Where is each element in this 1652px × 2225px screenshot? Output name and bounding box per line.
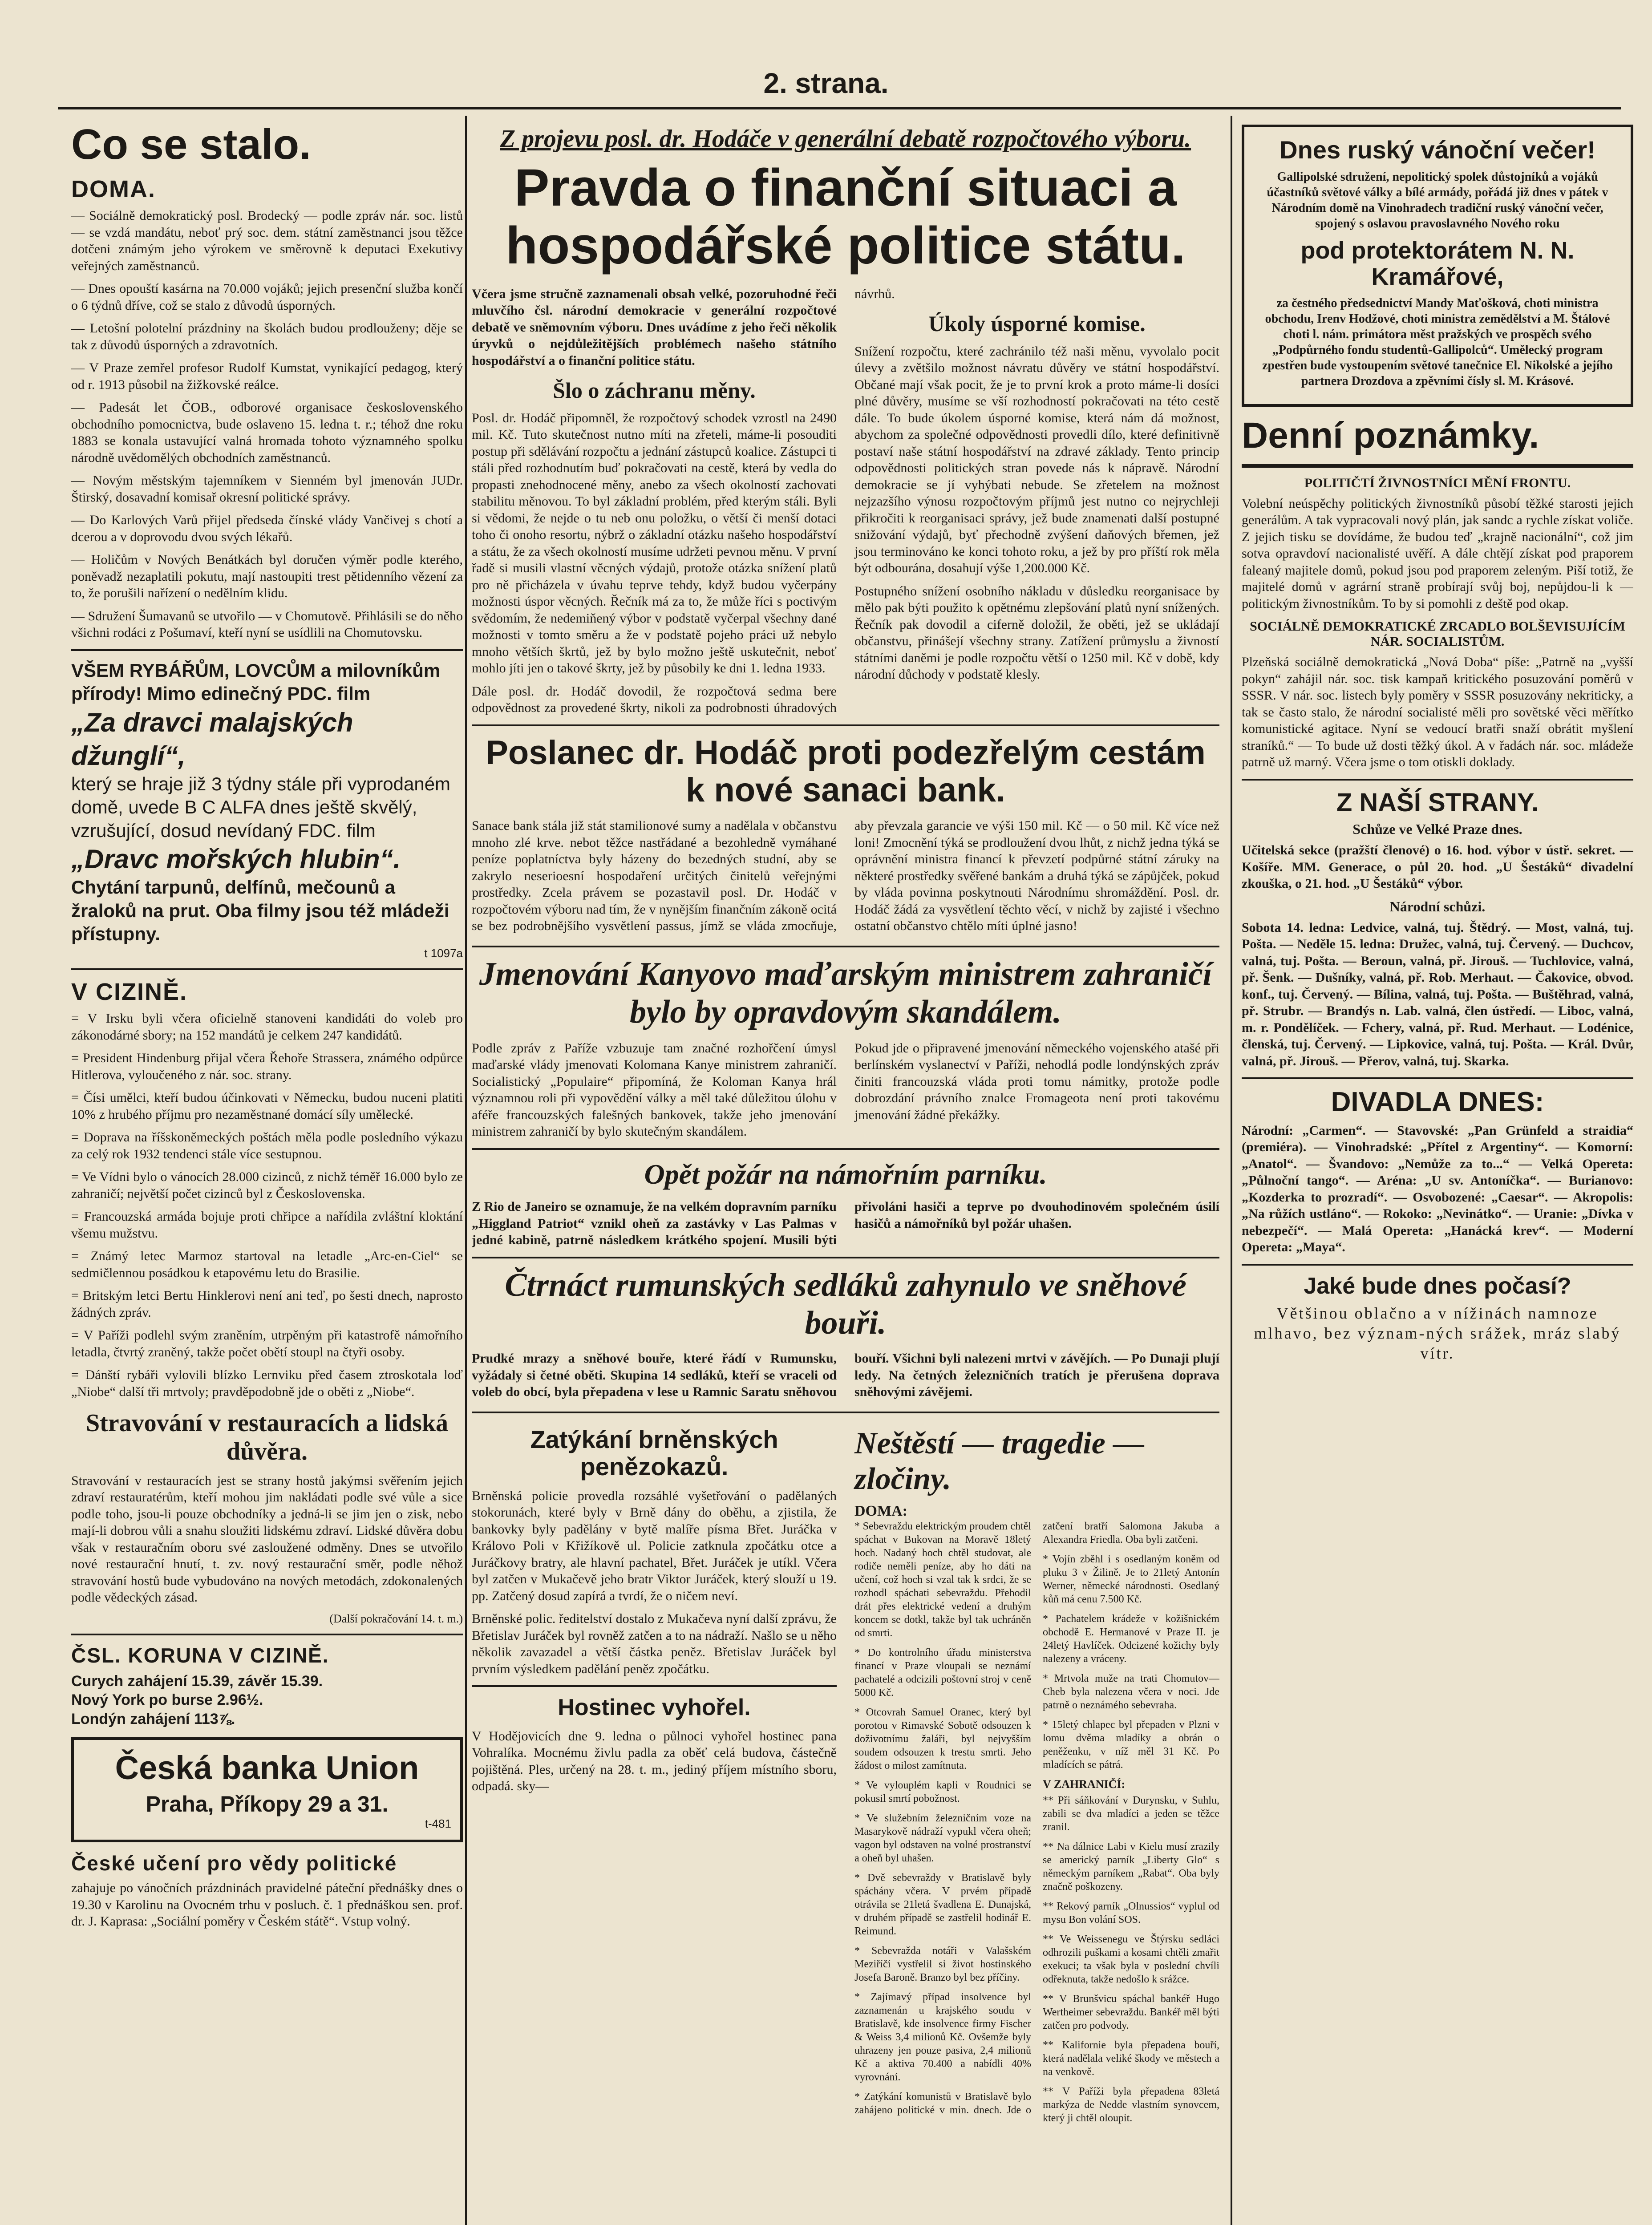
box-text: za čestného předsednictví Mandy Maťošková, choti ministra obchodu, Irenv Hodžové, choti ministra zemědělství a M. Štálové choti l. nám. primátora měst pražských ve prospěch svého „Podpůrného fondu studentů-Gallipolců“. Umělecký program zpestřen bude vystoupením světové tanečnice El. Nikolské a jejího partnera Drozdova a zpěvními čísly sl. M. Krásové. xyxy=(1262,296,1613,388)
article-text: V Hodějovicích dne 9. ledna o půlnoci vyhořel hostinec pana Vohralíka. Mocnému živlu padla za oběť celá budova, částečně pojištěná. Ples, určený na 28. t. m., jediný příjem místního sboru, odpadá. sky— xyxy=(472,1728,837,1794)
article-text: Dále posl. dr. Hodáč dovodil, že rozpočtová sedma bere odpovědnost za provedené škrty, nikoli za podrobnosti úhradových návrhů. xyxy=(472,286,895,716)
bottom-section xyxy=(472,1421,1219,2125)
news-item: * Ve služebním železničním voze na Masarykově nádraží vypukl včera oheň; vagon byl odstaven na volné prostranství a oheň byl uhašen. xyxy=(854,1812,1031,1864)
article-kicker: Z projevu posl. dr. Hodáče v generální debatě rozpočtového výboru. xyxy=(500,125,1191,153)
bottom-left-articles xyxy=(472,1421,837,2125)
divider xyxy=(71,649,463,651)
cinema-advertisement xyxy=(71,659,463,961)
bank-name: Česká banka Union xyxy=(115,1749,419,1787)
news-item: — V Praze zemřel profesor Rudolf Kumstat, vynikající pedagog, který od r. 1913 působil na žižkovské reálce. xyxy=(71,360,463,392)
note-text: Plzeňská sociálně demokratická „Nová Doba“ píše: „Patrně na „vyšší pokyn“ zahájil nár. soc. tisk kampaň kritického posuzování poměrů v SSSR. V nár. soc. listech byly poměry v SSSR posuzovány nekriticky, a tak se často stalo, že národní socialisté měli pro sovětské věci měřítko komunistické agitace. Nyní se vedoucí bratři snaží obrátit myšlení straníků.“ — To bude už dosti těžký úkol. A v řadách nár. soc. mládeže patrně už marný. Včera jsme o tom otiskli doklady. xyxy=(1242,655,1633,770)
ad-reference: t 1097a xyxy=(424,946,463,960)
rate-line: Londýn zahájení 113⅞. xyxy=(71,1710,235,1727)
section-title-divadla: DIVADLA DNES: xyxy=(1331,1087,1544,1118)
column-center xyxy=(472,116,1219,2225)
article-text: Sanace bank stála již stát stamilionové sumy a nadělala v občanstvu mnoho zlé krve. nebot těžce nastřádané a bezohledně vymáhané peníze poplatníctva byly házeny do bezedných studní, aby se zakrylo neserioesní hospodaření určitých činitelů veřejnými prostředky. Zcela právem se pozastavil posl. Dr. Hodáč v rozpočtovém výboru nad tím, že v nynějším finančním zákoně ocitá se bez podrobnějšího vysvětlení passus, jímž se vláda zmocňuje, aby převzala garancie ve výši 150 mil. Kč — o 50 mil. Kč více než loni! Zmocnění týká se prodloužení dvou lhůt, z nichž jedna týká se oprávnění ministra financí k převzetí podpůrné státní záruky na některé prostředky svěřené bankám a druhá týká se zápůjček, pokud by vláda povinna poskytnouti Národnímu shromáždění. Posl. dr. Hodáč žádá za vysvětlení těchto věcí, v nichž by zajisté i všechno ostatní občanstvo chtělo míti úplné jasno! xyxy=(472,818,1219,934)
section-title-co-se-stalo: Co se stalo. xyxy=(71,121,311,168)
meeting-text: Učitelská sekce (pražští členové) o 16. hod. výbor v ústř. sekret. — Košíře. MM. Generace, o půl 20. hod. „U Šestáků“ divadelní zkouška, o 21. hod. „U Šestáků“ výbor. xyxy=(1242,843,1633,891)
article-text: Z Rio de Janeiro se oznamuje, že na velkém dopravním parníku „Higgland Patriot“ vznikl oheň za zastávky v Las Palmas v jedné kabině, patrně následkem krátkého spojení. Musili býti přivoláni hasiči a teprve po dvouhodinovém společném úsilí hasičů a námořníků byl požár uhašen. xyxy=(472,1199,1219,1248)
heading-v-cizine: V CIZINĚ. xyxy=(71,979,188,1005)
ad-text: který se hraje již 3 týdny stále při vyprodaném domě, uvede B C ALFA dnes ještě skvělý, vzrušující, dosud nevídaný FDC. film xyxy=(71,773,451,841)
news-item: = V Irsku byli včera oficielně stanoveni kandidáti do voleb pro zákonodárné sbory; na 152 mandátů je celkem 247 kandidátů. xyxy=(71,1011,463,1043)
divider xyxy=(71,1634,463,1635)
theatre-text: Národní: „Carmen“. — Stavovské: „Pan Grünfeld a straidia“ (premiéra). — Vinohradské: „Přítel z Argentiny“. — Komorní: „Anatol“. — Švandovo: „Nemůže za to...“ — Velká Opereta: „Půlnoční tango“. — Aréna: „U sv. Antoníčka“. — Burianovo: „Kozderka to prozradí“. — Osvobozené: „Caesar“. — Akropolis: „Na růžích ustláno“. — Rokoko: „Nevinátko“. — Uranie: „Dívka v nebezpečí“. — Malá Opereta: „Hanácká krev“. — Moderní Opereta: „Maya“. xyxy=(1242,1123,1633,1255)
ad-reference: t-481 xyxy=(425,1817,451,1831)
ad-film-title: „Dravc mořských hlubin“. xyxy=(71,844,401,874)
box-text: Gallipolské sdružení, nepolitický spolek důstojníků a vojáků účastníků světové války a bílé armády, pořádá již dnes v pátek v Národním domě na Vinohradech tradiční ruský vánoční večer, spojený s oslavou pravoslavného Nového roku xyxy=(1267,170,1608,231)
article-text: Pokud jde o připravené jmenování německého vojenského atašé při berlínském vyslanectví v Paříži, nehodlá podle londýnských zpráv činiti francouzská vláda proti tomu námitky, protože podle dobrozdání právního znalce Fromageota není proti takovému jmenování žádné překážky. xyxy=(854,1040,1219,1122)
section-title-denni-poznamky: Denní poznámky. xyxy=(1242,415,1539,456)
daily-notes xyxy=(1242,476,1633,771)
article-text: Posl. dr. Hodáč připomněl, že rozpočtový schodek vzrostl na 2490 mil. Kč. Tuto skutečnost nutno míti na zřeteli, máme-li posouditi postup při sdělávání rozpočtu a jednání zástupců koalice. Zástupci ti stáli před rozhodnutím buď pokračovati na cestě, která by vedla do propasti znehodnocené měny, anebo za všech okolností zachovati stabilitu měnovou. To byl základní problém, před kterým stáli. Byli si vědomi, že nejde o tu neb onu položku, o větší či menší dotaci toho či onoho resortu, nýbrž o základní otázku našeho hospodářství a státu, že za všech okolností musíme udržeti pevnou měnu. V první řadě si musili vlastní věcných výdajů, protože otázka snížení platů pro ně přicházela v úvahu teprve tehdy, když budou vyčerpány možnosti úspor věcných. Řečník má za to, že může říci s poctivým svědomím, že nedemiňený výbor v podstatě vyčerpal všechny dané možnosti v tomto směru a že v podstatě pojeho práci už nebylo mnoho větších škrtů, jež by bylo možno ještě uskutečnit, neboť mohlo jíti jen o takové škrty, jež by působily ke dni 1. ledna 1933. xyxy=(472,410,837,676)
news-item: * Sebevražda notáři v Valašském Meziříčí vystřelil si život hostinského Josefa Baroně. Branzo byl bez příčiny. xyxy=(854,1945,1031,1983)
news-item: * Zajímavý případ insolvence byl zaznamenán u krajského soudu v Bratislavě, kde insolvence firmy Fischer & Weiss 3,4 milionů Kč. Ovšemže byly uhrazeny jen pouze pasiva, 2,4 milionů Kč a aktiva 70.400 a nabídli 40% vyrovnání. xyxy=(854,1991,1031,2083)
party-meetings xyxy=(1242,821,1633,1069)
bank-advertisement xyxy=(71,1737,463,1842)
article-body xyxy=(472,1198,1219,1249)
article-text: Prudké mrazy a sněhové bouře, které řádí v Rumunsku, vyžádaly si četné oběti. Skupina 14 sedláků, kteří se vraceli od voleb do obcí, byla přepadena v lese u Ramnic Saratu sněhovou bouří. Všichni byli nalezeni mrtvi v závějích. — Po Dunaji plují ledy. Na četných železničních tratích je přerušena doprava sněhovými závějemi. xyxy=(472,1351,1219,1400)
news-item: * Mrtvola muže na trati Chomutov—Cheb byla nalezena včera v noci. Jde patrně o neznámého sebevraha. xyxy=(1043,1672,1219,1711)
article-body xyxy=(472,1350,1219,1404)
headline: Opět požár na námořním parníku. xyxy=(644,1158,1047,1190)
divider xyxy=(472,1412,1219,1413)
news-item: — Dnes opouští kasárna na 70.000 vojáků; jejich presenční služba končí o 6 týdnů dříve, což se stalo z důvodů úsporných. xyxy=(71,281,463,313)
news-item: ** Kalifornie byla přepadena bouří, která nadělala veliké škody ve městech a na venkově. xyxy=(1043,2039,1219,2078)
news-item: ** Rekový parník „Olnussios“ vyplul od mysu Bon volání SOS. xyxy=(1043,1900,1219,1926)
column-rule xyxy=(1231,116,1232,2225)
news-item: ** Na dálnice Labi v Kielu musí zrazily se americký parník „Liberty Glo“ s německým parníkem „Rabat“. Oba byly značně poškozeny. xyxy=(1043,1841,1219,1893)
headline: Hostinec vyhořel. xyxy=(558,1695,751,1721)
ad-text: Chytání tarpunů, delfínů, mečounů a žraloků na prut. Oba filmy jsou též mládeži přístupny. xyxy=(71,877,449,944)
article-text: Brněnské polic. ředitelství dostalo z Mukačeva nyní další zprávu, že Břetislav Juráček byl rovněž zatčen a to na nádraží. Našlo se u něho několik zavazadel a větší částka peněz. Břetislav Juráček byl prvním výsledkem padělání peněz zpočátku. xyxy=(472,1611,837,1676)
top-rule xyxy=(58,107,1621,109)
divider xyxy=(1242,1077,1633,1079)
subheading: DOMA: xyxy=(854,1502,907,1519)
meeting-text: Sobota 14. ledna: Ledvice, valná, tuj. Štědrý. — Most, valná, tuj. Pošta. — Neděle 15. ledna: Družec, valná, tuj. Červený. — Duchcov, valná, tuj. Pošta. — Beroun, valná, př. Jirouš. — Tuchlovice, valná, př. Šenk. — Dušníky, valná, př. Rob. Merhaut. — Čakovice, obvod. konf., tuj. Červený. — Bílina, valná, tuj. Pošta. — Buštěhrad, valná, př. Strubr. — Brandýs n. Lab. valná, člen ústředí. — Liboc, valná, m. r. Pondělíček. — Fchery, valná, př. Rud. Merhaut. — Lodénice, členská, tuj. Červený. — Lipkovice, valná, tuj. Pošta. — Král. Dvůr, valná, př. Jirouš. — Přerov, valná, tuj. Skarka. xyxy=(1242,920,1633,1068)
weather-text: Většinou oblačno a v nížinách namnoze mlhavo, bez význam-ných srážek, mráz slabý vítr. xyxy=(1254,1304,1621,1362)
subheading: V ZAHRANIČÍ: xyxy=(1043,1777,1126,1791)
divider xyxy=(1242,1264,1633,1266)
news-item: * Otcovrah Samuel Oranec, který byl porotou v Rimavské Sobotě odsouzen k doživotnímu žaláři, byl nejvyšším soudem odsouzen k trestu smrti. Jeho žádost o milost zamítnuta. xyxy=(854,1706,1031,1772)
continuation-note: (Další pokračování 14. t. m.) xyxy=(329,1612,463,1625)
news-item: ** V Paříži byla přepadena 83letá markýza de Nedde vlastním synovcem, který ji chtěl oloupit. xyxy=(1043,2085,1219,2124)
divider xyxy=(472,946,1219,947)
news-item: * Dvě sebevraždy v Bratislavě byly spáchány včera. V prvém případě otrávila se 21letá švadlena E. Dunajská, v druhém případě se zastřelil hodinář E. Reimund. xyxy=(854,1872,1031,1937)
ad-text: VŠEM RYBÁŘŮM, LOVCŮM a milovníkům přírody! Mimo edinečný PDC. film xyxy=(71,659,441,704)
article-body xyxy=(472,817,1219,938)
article-body xyxy=(71,1473,463,1626)
news-item: = V Paříži podlehl svým zraněním, utrpěným při katastrofě námořního letadla, čtvrtý zraněný, takže počet obětí stoupl na čtyři osoby. xyxy=(71,1328,463,1359)
article-text: Stravování v restauracích jest se strany hostů jakýmsi svěřením jejich zdraví restauratérům, kteří mohou jim nakládati podle své vůle a sice podle toho, jsou-li pouze obchodníky a jedná-li se jim jen o zisk, nebo mají-li dobrou vůli a snahu sloužiti lidskému zdraví. Lidské důvěra dobu však v restauračním oboru své zasloužené odměny. Dnes se utvořilo nové restaurační hnutí, t. zv. nový restaurační směr, podle něhož stravování hostů bude vybudováno na nových metodách, zdokonalených podle vědeckých zásad. xyxy=(71,1473,463,1605)
news-item: = Britským letci Bertu Hinklerovi není ani teď, po šesti dnech, naprosto žádných zpráv. xyxy=(71,1288,463,1320)
headline: Jmenování Kanyovo maďarským ministrem zahraničí bylo by opravdovým skandálem. xyxy=(479,955,1212,1030)
news-item: = Doprava na říšskoněmeckých poštách měla podle posledního výkazu za celý rok 1932 tendenci stále více sestupnou. xyxy=(71,1130,463,1161)
news-item: * Do kontrolního úřadu ministerstva financí v Praze vloupali se neznámí pachatelé a odcizili poštovní stroj v ceně 5000 Kč. xyxy=(854,1646,1031,1699)
currency-rates xyxy=(71,1672,463,1729)
headline: Neštěstí — tragedie — zločiny. xyxy=(854,1426,1145,1497)
note-text: Volební neúspěchy politických živnostníků působí těžké starosti jejich generálům. A tak vypracovali nový plán, jak sandc a rychle získat voliče. Z jejich tisku se dovídáme, že budou teď „krajně nacionální“, což jim sotva opravdoví nacionalisté uvěří. A dále chtějí získat pod praporem faleaný majitele domů, pokud jsou pod praporem zeleným. Piší totiž, že majitelé domů v agrární straně probírají svůj boj, nepůjdou-li k — politickým živnostníkům. To by si pomohli z deště pod okap. xyxy=(1242,496,1633,611)
news-item: ** V Brunšvicu spáchal bankéř Hugo Wertheimer sebevraždu. Bankéř měl býti zatčen pro podvody. xyxy=(1043,1993,1219,2031)
heading-doma: DOMA. xyxy=(71,176,156,202)
news-item: — Padesát let ČOB., odborové organisace československého obchodního pomocnictva, bude oslaveno 15. ledna t. r.; téhož dne roku 1883 se konala ustavující valná hromada tohoto významného spolku národně uvědomělých obchodních zaměstnanců. xyxy=(71,400,463,465)
note-title: SOCIÁLNĚ DEMOKRATICKÉ ZRCADLO BOLŠEVISUJÍCÍM NÁR. SOCIALISTŮM. xyxy=(1250,619,1625,649)
article-lead: Včera jsme stručně zaznamenali obsah velké, pozoruhodné řeči mluvčího čsl. národní demokracie v generální rozpočtové debatě ve sněmovním výboru. Dnes uvádíme z jeho řeči několik úryvků o nejdůležitějších problémech našeho státního hospodářství a o finanční politice státu. xyxy=(472,286,837,368)
article-text: Brněnská policie provedla rozsáhlé vyšetřování o padělaných stokorunách, které byly v Brně dány do oběhu, a zjistila, že bankovky byly padělány v bytě malíře písma Břet. Juráčka v Královo Poli v Křižíkově ul. Policie zatknula zpočátku otce a Juráčkovy bratry, ale hlavní pachatel, Břet. Juráček je utíkl. Včera byl zatčen v Mukačevě jeho bratr Viktor Juráček, který slouží u 19. pp. Zatčený dosud zapírá a tvrdí, že o ničem neví. xyxy=(472,1488,837,1603)
currency-title: ČSL. KORUNA V CIZINĚ. xyxy=(71,1643,329,1667)
news-item: ** Ve Weissenegu ve Štýrsku sedláci odhrozili puškami a kosami chtěli zmařit exekuci; ta však byla v poslední chvíli odřeknuta, takže nedošlo k srážce. xyxy=(1043,1933,1219,1985)
news-item: * Vojín zběhl i s osedlaným koněm od pluku 3 v Žilině. Je to 21letý Antonín Werner, německé národnosti. Osedlaný kůň má cenu 7.500 Kč. xyxy=(1043,1553,1219,1605)
article-body xyxy=(71,1880,463,1930)
divider xyxy=(472,724,1219,726)
foreign-news-list xyxy=(71,1010,463,1400)
rate-line: Nový York po burse 2.96½. xyxy=(71,1691,263,1709)
news-item: * Pachatelem krádeže v kožišnickém obchodě E. Hermanové v Praze II. je 24letý Havlíček. Odcizené kožichy byly nalezeny a vráceny. xyxy=(1043,1613,1219,1665)
column-right xyxy=(1242,116,1633,2225)
doma-news-list xyxy=(71,207,463,641)
news-item: ** Při sáňkování v Durynsku, v Suhlu, zabili se dva mladíci a jeden se těžce zranil. xyxy=(1043,1794,1219,1833)
article-title: Stravování v restauracích a lidská důvěra. xyxy=(85,1409,449,1466)
divider xyxy=(472,1257,1219,1258)
headline: Poslanec dr. Hodáč proti podezřelým cestám k nové sanaci bank. xyxy=(486,733,1206,809)
box-subtitle: pod protektorátem N. N. Kramářové, xyxy=(1300,237,1575,290)
news-item: = Ve Vídni bylo o vánocích 28.000 cizinců, z nichž téměř 16.000 bylo ze zahraničí; největší počet cizinců byl z Československa. xyxy=(71,1169,463,1201)
article-text: Snížení rozpočtu, které zachránilo též naši měnu, vyvolalo pocit úlevy a zvětšilo možnost návratu důvěry ve státní hospodářství. Občané mají však pocit, že je to první krok a proto máme-li dosíci plné důvěry, musíme se vší rozhodností pokračovati na této cestě dále. To bude úkolem úsporné komise, která nám dá možnost, abychom za společné odpovědnosti provedli dílo, které definitivně postaví naše státní hospodářství na zdravé základy. Tento princip odpovědnosti politických stran povede nás k nápravě. Národní demokracie se jí vyhýbati nebude. Se zřetelem na možnost nejzazšího výnosu rozpočtovým příjmů jest nutno co nejrychleji přikročiti k reorganisaci správy, jež bude znamenati další postupné snižování výdajů, byť přechodně zvýšení daňových břemen, jež jsou terminováno ke konci tohoto roku, a jež by pro příští rok měla být odbourána, dosahují výše 1,200.000 Kč. xyxy=(854,344,1219,576)
news-item: = Francouzská armáda bojuje proti chřipce a nařídila zvláštní kloktání všemu mužstvu. xyxy=(71,1209,463,1241)
news-item: * 15letý chlapec byl přepaden v Plzni v lomu dvěma mladíky a obrán o peněženku, v níž měl 31 Kč. Po mladících se pátrá. xyxy=(1043,1719,1219,1771)
news-item: * Ve vylouplém kapli v Roudnici se pokusil smrtí pobožnost. xyxy=(854,1779,1031,1804)
article-title: České učení pro vědy politické xyxy=(71,1852,397,1875)
ad-film-title: „Za dravci malajských džunglí“, xyxy=(71,707,353,771)
divider xyxy=(1242,779,1633,781)
article-text: Postupného snížení osobního nákladu v důsledku reorganisace by mělo pak býti použito k opětnému zlepšování platů nyní snížených. Řečník pak dovodil a ciferně doložil, že oběti, jež se ukládají občanstvu, přinášejí všechny strany. Zatížení průmyslu a živností státními daněmi je podle rozpočtu větší o 1250 mil. Kč v době, kdy národní důchody v podstatě klesly. xyxy=(854,583,1219,682)
headline: Zatýkání brněnských penězokazů. xyxy=(530,1425,778,1481)
crime-news-section xyxy=(854,1421,1219,2125)
page-number: 2. strana. xyxy=(763,67,889,99)
divider xyxy=(71,968,463,970)
box-title: Dnes ruský vánoční večer! xyxy=(1279,136,1595,164)
subheading: Úkoly úsporné komise. xyxy=(928,311,1146,336)
news-item: — Holičům v Nových Benátkách byl doručen výměr podle kterého, poněvadž nezaplatili pokutu, mají nastoupiti trest pětidenního vězení za to, že porušili nařízení o nedělním klidu. xyxy=(71,552,463,600)
news-item: = Čísi umělci, kteří budou účinkovati v Německu, budou nuceni platiti 10% z hrubého příjmu pro nezaměstnané domácí síly umělecké. xyxy=(71,1090,463,1122)
bank-address: Praha, Příkopy 29 a 31. xyxy=(146,1792,389,1817)
russian-evening-box xyxy=(1242,125,1633,407)
divider xyxy=(1242,464,1633,468)
main-article-body xyxy=(472,286,1219,716)
column-rule xyxy=(465,116,467,2225)
theatre-listing xyxy=(1242,1122,1633,1256)
article-text: Podle zpráv z Paříže vzbuzuje tam značné rozhořčení úmysl maďarské vlády jmenovati Kolomana Kanye ministrem zahraničí. Socialistický „Populaire“ připomíná, že Koloman Kanya hrál významnou roli při vypovědění války a měl také důležitou úlohu v aféře francouzských falešných bankovek, takže jeho jmenování ministrem zahraničí by bylo skutečným skandálem. xyxy=(472,1040,837,1139)
article-text: zahajuje po vánočních prázdninách pravidelné páteční přednášky dnes o 19.30 v Karolinu na Ovocném trhu v posluch. č. 1 přednáškou sen. prof. dr. J. Kaprasa: „Sociální poměry v Českém státě“. Vstup volný. xyxy=(71,1881,463,1929)
news-item: — Letošní polotelní prázdniny na školách budou prodlouženy; děje se tak z důvodů úsporných a zdravotních. xyxy=(71,321,463,352)
news-item: * Zatýkání komunistů v Bratislavě bylo zahájeno politické v min. dnech. Jde o zatčení bratří Salomona Jakuba a Alexandra Friedla. Oba byli zatčeni. xyxy=(854,1520,1219,2116)
article-body xyxy=(472,1040,1219,1140)
section-title-z-nasi-strany: Z NAŠÍ STRANY. xyxy=(1336,788,1539,817)
news-item: = Dánští rybáři vylovili blízko Lernviku před časem ztroskotala loď „Niobe“ další tři mrtvoly; pravděpodobně jde o oběti z „Niobe“. xyxy=(71,1367,463,1399)
column-left xyxy=(71,116,463,2225)
news-item: — Novým městským tajemníkem v Sienném byl jmenován JUDr. Štirský, dosavadní komisař okresní politické správy. xyxy=(71,473,463,505)
headline: Čtrnáct rumunských sedláků zahynulo ve sněhové bouři. xyxy=(505,1266,1186,1342)
news-item: — Sdružení Šumavanů se utvořilo — v Chomutově. Přihlásili se do něho všichni rodáci z Pošumaví, kteří nyní se usídlili na Chomutovsku. xyxy=(71,608,463,640)
note-title: POLITIČTÍ ŽIVNOSTNÍCI MĚNÍ FRONTU. xyxy=(1304,475,1571,490)
subheading: Šlo o záchranu měny. xyxy=(553,378,756,403)
divider xyxy=(472,1148,1219,1150)
main-headline: Pravda o finanční situaci a hospodářské politice státu. xyxy=(506,158,1186,275)
crime-news-list xyxy=(854,1520,1219,2125)
news-item: = President Hindenburg přijal včera Řehoře Strassera, známého odpůrce Hitlerova, vyloučeného z nár. soc. strany. xyxy=(71,1051,463,1082)
news-item: = Známý letec Marmoz startoval na letadle „Arc-en-Ciel“ se sedmičlennou posádkou k etapovému letu do Brasilie. xyxy=(71,1249,463,1280)
news-item: — Do Karlových Varů přijel předseda čínské vlády Vančivej s chotí a dcerou a v doprovodu dvou svých lékařů. xyxy=(71,513,463,544)
rate-line: Curych zahájení 15.39, závěr 15.39. xyxy=(71,1672,323,1690)
divider xyxy=(472,1685,837,1687)
weather-forecast xyxy=(1242,1303,1633,1363)
weather-title: Jaké bude dnes počasí? xyxy=(1304,1273,1571,1299)
subheading: Schůze ve Velké Praze dnes. xyxy=(1352,821,1522,837)
subheading: Národní schůzi. xyxy=(1389,898,1486,914)
news-item: — Sociálně demokratický posl. Brodecký — podle zpráv nár. soc. listů — se vzdá mandátu, neboť prý soc. dem. státní zaměstnanci jsou těžce dotčeni známým jeho výrokem ve směrovně k deputaci Exekutivy veřejných zaměstnanců. xyxy=(71,208,463,273)
news-item: * Sebevraždu elektrickým proudem chtěl spáchat v Bukovan na Moravě 18letý hoch. Nadaný hoch chtěl studovat, ale rodiče neměli peníze, aby ho dáti na učení, což hoch si vzal tak k srdci, že se rozhodl spáchati sebevraždu. Přehodil drát přes elektrické vedení a druhým koncem se dotkl, takže byl tak uchráněn od smrti. xyxy=(854,1520,1031,1639)
